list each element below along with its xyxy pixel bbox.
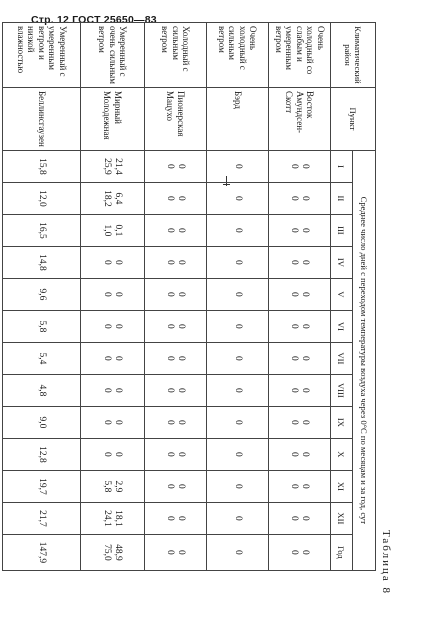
table-caption: Таблица 8 — [380, 529, 392, 595]
value-cell: 19,7 — [3, 470, 81, 502]
value-cell: 0 — [207, 310, 269, 342]
value-cell: 0 0 — [81, 342, 145, 374]
point-cell: Бэрд — [207, 88, 269, 151]
value-cell: 0 — [207, 534, 269, 570]
group-header: Среднее число дней с переходом температуры воздуха через 0°С по месяцам и за год, сут — [353, 150, 376, 570]
value-cell: 21,4 25,9 — [81, 150, 145, 182]
value-cell: 6,4 18,2 — [81, 182, 145, 214]
value-cell: 0 — [207, 502, 269, 534]
value-cell: 0 0 — [145, 502, 207, 534]
value-cell: 5,4 — [3, 342, 81, 374]
value-cell: 9,6 — [3, 278, 81, 310]
value-cell: 0 0 — [269, 214, 331, 246]
value-cell: 16,5 — [3, 214, 81, 246]
value-cell: 2,9 5,8 — [81, 470, 145, 502]
month-header: I — [331, 150, 353, 182]
value-cell: 0 0 — [145, 438, 207, 470]
value-cell: 0 0 — [145, 470, 207, 502]
value-cell: 0 0 — [81, 438, 145, 470]
value-cell: 0 — [207, 438, 269, 470]
table-row — [81, 23, 145, 571]
value-cell: 0 0 — [145, 374, 207, 406]
value-cell: 0 — [207, 406, 269, 438]
month-header: XI — [331, 470, 353, 502]
value-cell: 15,8 — [3, 150, 81, 182]
value-cell: 0 0 — [269, 278, 331, 310]
point-header: Пункт — [331, 88, 376, 151]
region-header: Климатический район — [331, 23, 376, 88]
value-cell: 147,9 — [3, 534, 81, 570]
value-cell: 0 0 — [269, 182, 331, 214]
region-cell: Очень холодный с сильным ветром — [207, 23, 269, 88]
point-cell: Пионерская Мацухо — [145, 88, 207, 151]
month-header: III — [331, 214, 353, 246]
point-cell: Восток Амундсен-Скотт — [269, 88, 331, 151]
value-cell: 0 0 — [81, 374, 145, 406]
value-cell: 0 — [207, 214, 269, 246]
value-cell: 0 0 — [145, 342, 207, 374]
value-cell: 21,7 — [3, 502, 81, 534]
point-cell: Мирный Молодежная — [81, 88, 145, 151]
value-cell: 0 0 — [269, 246, 331, 278]
region-cell: Умеренный с очень сильным ветром — [81, 23, 145, 88]
table-row — [269, 23, 331, 571]
region-cell: Очень холодный со слабым и умеренным ветром — [269, 23, 331, 88]
value-cell: 0 — [207, 470, 269, 502]
value-cell: 0 — [207, 374, 269, 406]
month-header: V — [331, 278, 353, 310]
value-cell: 0 0 — [145, 534, 207, 570]
month-header: IV — [331, 246, 353, 278]
value-cell: 14,8 — [3, 246, 81, 278]
value-cell: 0 0 — [81, 406, 145, 438]
value-cell: 0 0 — [269, 406, 331, 438]
value-cell: 0 0 — [269, 470, 331, 502]
value-cell: 0 0 — [145, 246, 207, 278]
month-header: XII — [331, 502, 353, 534]
value-cell: 0 0 — [269, 374, 331, 406]
value-cell: 0 0 — [81, 278, 145, 310]
value-cell: 0 0 — [145, 150, 207, 182]
value-cell: 0 0 — [145, 214, 207, 246]
month-header: Год — [331, 534, 353, 570]
month-header: IX — [331, 406, 353, 438]
climate-table — [2, 22, 376, 571]
value-cell: 0 0 — [269, 438, 331, 470]
value-cell: 0 0 — [269, 150, 331, 182]
page-header: Стр. 12 ГОСТ 25650—83 — [31, 14, 157, 26]
month-header: VI — [331, 310, 353, 342]
month-header: X — [331, 438, 353, 470]
table-row — [207, 23, 269, 571]
point-cell: Беллинсгаузен — [3, 88, 81, 151]
value-cell: 0 — [207, 342, 269, 374]
table-row — [145, 23, 207, 571]
value-cell: 4,8 — [3, 374, 81, 406]
value-cell: 48,9 75,0 — [81, 534, 145, 570]
value-cell: 0 — [207, 278, 269, 310]
value-cell: 0 0 — [145, 406, 207, 438]
value-cell: 0 0 — [269, 342, 331, 374]
value-cell: 0 0 — [269, 310, 331, 342]
value-cell: 0 0 — [145, 278, 207, 310]
month-header: VIII — [331, 374, 353, 406]
value-cell: 5,8 — [3, 310, 81, 342]
value-cell: 12,0 — [3, 182, 81, 214]
region-cell: Умеренный с умеренным ветром и низкой влажностью — [3, 23, 81, 88]
value-cell: 9,0 — [3, 406, 81, 438]
value-cell: 0 0 — [145, 182, 207, 214]
value-cell: 18,1 24,1 — [81, 502, 145, 534]
value-cell: 0,1 1,0 — [81, 214, 145, 246]
value-cell: 0 0 — [81, 246, 145, 278]
rotated-table-block — [15, 22, 392, 597]
value-cell: 12,8 — [3, 438, 81, 470]
region-cell: Холодный с сильным ветром — [145, 23, 207, 88]
month-header: II — [331, 182, 353, 214]
value-cell: 0 0 — [269, 502, 331, 534]
month-header: VII — [331, 342, 353, 374]
table-row — [3, 23, 81, 571]
value-cell: 0 0 — [81, 310, 145, 342]
value-cell: 0 — [207, 182, 269, 214]
value-cell: 0 0 — [145, 310, 207, 342]
value-cell: 0 — [207, 246, 269, 278]
value-cell: 0 0 — [269, 534, 331, 570]
value-cell: 0 — [207, 150, 269, 182]
